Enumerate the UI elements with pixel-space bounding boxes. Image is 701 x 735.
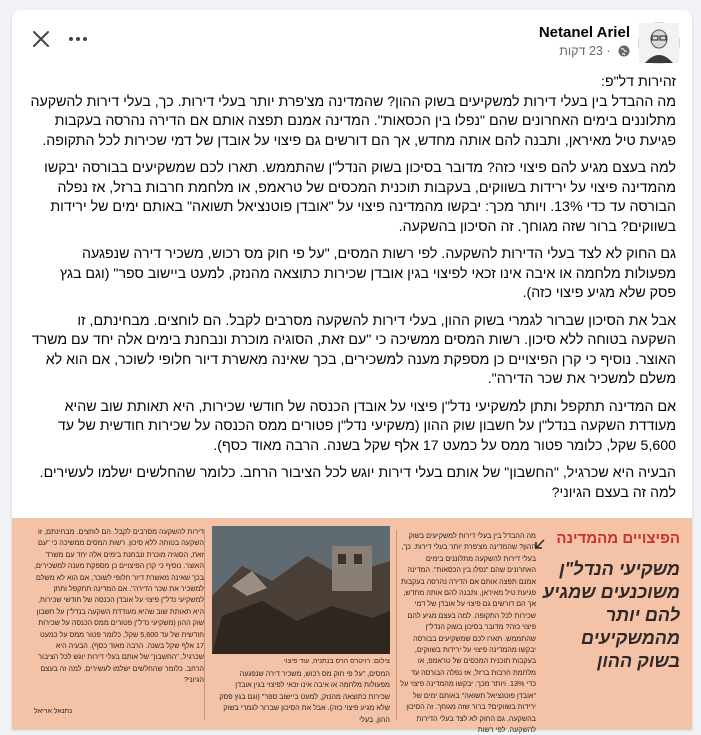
post-paragraph: אבל את הסיכון שברור לגמרי בשוק ההון, בעלי דירות להשקעה מסרבים לקבל. הם לוחצים. מבחינתם, זו השקעה בטוחה ללא סיכון. רשות המסים ממשיכה כי "עם זאת, הסוגיה מוכרת ונבחנת בימים אלה יחד עם משרד האוצר. נוסיף כי קרן הפיצויים כן מספקת מענה למשכירים, בכך שאינה מאשרת דיור חלופי לשוכר, אם הוא לא משלם למשכיר את שכר הדירה".: [31, 312, 676, 387]
photo-caption: [212, 658, 390, 665]
post-time[interactable]: 23 דקות: [559, 44, 603, 58]
post-header: [12, 10, 692, 72]
column-divider: [396, 530, 397, 720]
more-options-icon[interactable]: [68, 30, 88, 48]
clipping-tag: הפיצויים מהמדינה: [556, 530, 680, 547]
close-icon[interactable]: [32, 30, 50, 48]
clipping-signature: נתנאל אריאל: [34, 708, 73, 715]
photo-caption-text: הרס בנתניה, עוד פיצוי: [283, 658, 349, 665]
clipping-column: המסים, "על פי חוק מס רכוש, משכיר דירה שנפגעה מפעולות מלחמה או איבה אינו זכאי לפיצוי בגין אובדן שכירות כתוצאה מהנזק, למעט ביישוב ספר" (וגם בגץ פסק שלא מגיע פיצוי כזה). אבל את הסיכון שברור לגמרי בשוק ההון, בעלי: [219, 669, 390, 724]
destroyed-building-photo: [212, 526, 390, 654]
column-divider: [204, 530, 205, 720]
clipping-content: [12, 518, 692, 734]
clipping-column: דירות להשקעה מסרבים לקבל. הם לוחצים. מבחינתם, זו השקעה בטוחה ללא סיכון. רשות המסים ממשיכה כי "עם זאת, הסוגיה מוכרת ונבחנת בימים אלה יחד עם משרד האוצר. נוסיף כי קרן הפיצויים כן מספקת מענה למשכירים, בכך שאינה מאשרת דיור חלופי לשוכר, אם הוא לא משלם למשכיר את שכר הדירה". אם המדינה תתקפל ותתן למשקיעי נדל"ן פיצוי על אובדן הכנסה של חודשי שכירות, היא תאותת שוב שהיא מעודדת השקעה בנדל"ן על חשבון שוק ההון (משקיעי נדל"ן פטורים ממס הכנסה על שכירות חודשית של עד 5,600 שקל, כלומר פטור ממס על כמעט 17 אלף שקל בשנה. הרבה מאוד כסף). הבעיה היא שכרגיל, "החשבון" של אותם בעלי דירות יוגש לכל הציבור הרחב. כלומר שהחלשים ישלמו לעשירים. למה זה בעצם הגיוני?: [34, 527, 204, 685]
post-card: [12, 10, 692, 734]
post-meta: [559, 44, 630, 58]
author-name[interactable]: Netanel Ariel: [538, 24, 630, 41]
post-paragraph: גם החוק לא לצד בעלי הדירות להשקעה. לפי רשות המסים, "על פי חוק מס רכוש, משכיר דירה שנפגעה מפעולות מלחמה או איבה אינו זכאי לפיצוי בגין אובדן שכירות כתוצאה מהנזק, למעט ביישוב ספר" (וגם בגץ פסק שלא מגיע פיצוי כזה).: [59, 246, 676, 301]
post-paragraph: הבעיה היא שכרגיל, "החשבון" של אותם בעלי דירות יוגש לכל הציבור הרחב. כלומר שהחלשים ישלמו לעשירים. למה זה בעצם הגיוני?: [39, 465, 676, 501]
separator-dot: ·: [606, 44, 611, 58]
clipping-headline: משקיעי הנדל"ן משוכנעים שמגיע להם יותר מהמשקיעים בשוק ההון: [542, 559, 680, 671]
post-paragraph: זהירות דל"פ: מה ההבדל בין בעלי דירות למשקיעים בשוק ההון? שהמדינה מצ'פרת יותר בעלי דירות. כך, בעלי דירות להשקעה מתלוננים בימים האחרונים שהם "נפלו בין הכסאות". המדינה אמנם תפצה אותם אם הדירה נהרסה בעקבות פגיעת טיל מאיראן, ותבנה להם אותה מחדש, אך הם דורשים גם פיצוי על אובדן של דמי שכירות לכל התקופה.: [30, 74, 676, 149]
globe-icon[interactable]: [618, 45, 630, 57]
post-text: [30, 73, 676, 511]
post-paragraph: אם המדינה תתקפל ותתן למשקיעי נדל"ן פיצוי על אובדן הכנסה של חודשי שכירות, היא תאותת שוב שהיא מעודדת השקעה בנדל"ן על חשבון שוק ההון (משקיעי נדל"ן פטורים ממס הכנסה על שכירות חודשית של עד 5,600 שקל, כלומר פטור ממס על כמעט 17 אלף שקל בשנה. הרבה מאוד כסף).: [57, 398, 676, 454]
avatar[interactable]: [638, 22, 680, 64]
newspaper-clipping-image[interactable]: [12, 518, 692, 734]
post-paragraph: למה בעצם מגיע להם פיצוי כזה? מדובר בסיכון בשוק הנדל"ן שהתממש. תארו לכם שמשקיעים בבורסה יבקשו מהמדינה פיצוי על ירידות בשווקים, בעקבות תוכנית המכסים של טראמפ, או מלחמת חרבות ברזל, אז נפלה הבורסה עד כדי 13%. ויותר מכך: יבקשו מהמדינה פיצוי על "אובדן פוטנציאל תשואה" באותם ימים של ירידות בשווקים? ברור שזה מגוחך. זה הסיכון בהשקעה.: [44, 160, 676, 235]
avatar-portrait-icon: [639, 23, 679, 63]
clipping-column: מה ההבדל בין בעלי דירות למשקיעים בשוק ההון? שהמדינה מצ'פרת יותר בעלי דירות. כך, בעלי דירות להשקעה מתלוננים בימים האחרונים שהם "נפלו בין הכסאות". המדינה אמנם תפצה אותם אם הדירה נהרסה בעקבות פגיעת טיל מאיראן, ותבנה להם אותה מחדש, אך הם דורשים גם פיצוי על אובדן של דמי שכירות לכל התקופה. למה בעצם מגיע להם פיצוי כזה? מדובר בסיכון בשוק הנדל"ן שהתממש. תארו לכם שמשקיעים בבורסה יבקשו מהמדינה פיצוי על ירידות בשווקים, בעקבות תוכנית המכסים של טראמפ, או מלחמת חרבות ברזל, אז נפלה הבורסה עד כדי 13%. ויותר מכך: יבקשו מהמדינה פיצוי על "אובדן פוטנציאל תשואה" באותם ימים של ירידות בשווקים? ברור שזה מגוחך. זה הסיכון בהשקעה. גם החוק לא לצד בעלי הדירות להשקעה. לפי רשות: [400, 531, 536, 734]
photo-credit: צילום: רויטרס: [350, 658, 390, 665]
